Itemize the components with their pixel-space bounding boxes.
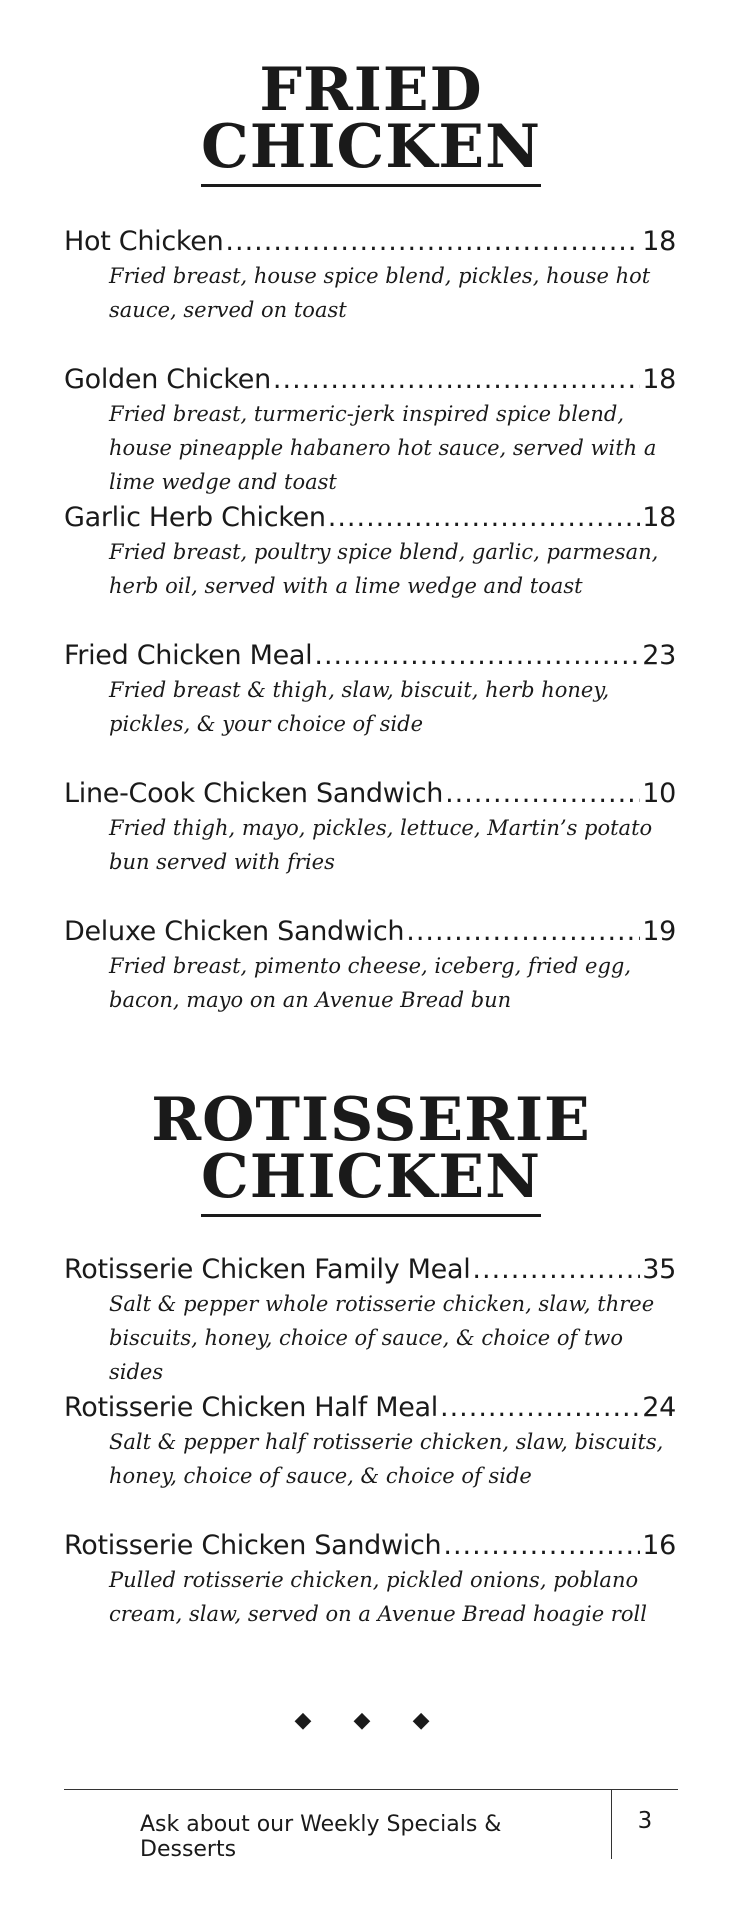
menu-item — [64, 226, 676, 327]
heading-line-underlined: CHICKEN — [201, 112, 541, 187]
item-price: 35 — [642, 1254, 676, 1285]
item-description: Pulled rotisserie chicken, pickled onions, poblano cream, slaw, served on a Avenue Bread hoagie roll — [109, 1568, 647, 1626]
item-name: Rotisserie Chicken Family Meal — [64, 1254, 471, 1285]
item-price: 18 — [642, 502, 676, 533]
item-description: Fried breast & thigh, slaw, biscuit, herb honey, pickles, & your choice of side — [109, 678, 610, 736]
item-name: Garlic Herb Chicken — [64, 502, 326, 533]
item-description: Fried breast, poultry spice blend, garlic, parmesan, herb oil, served with a lime wedge and toast — [109, 540, 659, 598]
dot-leader — [445, 778, 640, 809]
menu-item — [64, 916, 676, 1017]
item-name: Golden Chicken — [64, 364, 271, 395]
menu-item — [64, 502, 676, 603]
menu-item — [64, 1254, 676, 1389]
item-description: Fried breast, pimento cheese, iceberg, fried egg, bacon, mayo on an Avenue Bread bun — [109, 954, 632, 1012]
footer-divider — [64, 1789, 678, 1790]
item-description: Salt & pepper whole rotisserie chicken, slaw, three biscuits, honey, choice of sauce, & choice of two sides — [109, 1292, 655, 1384]
item-description: Fried breast, turmeric-jerk inspired spice blend, house pineapple habanero hot sauce, served with a lime wedge and toast — [109, 402, 657, 494]
dot-leader — [314, 640, 640, 671]
heading-line: FRIED — [259, 55, 483, 125]
item-description: Fried thigh, mayo, pickles, lettuce, Martin’s potato bun served with fries — [109, 816, 653, 874]
item-price: 18 — [642, 364, 676, 395]
rotisserie-chicken-heading — [0, 1085, 742, 1212]
item-name: Hot Chicken — [64, 226, 224, 257]
fried-chicken-heading — [0, 55, 742, 182]
item-description: Salt & pepper half rotisserie chicken, slaw, biscuits, honey, choice of sauce, & choice of side — [109, 1430, 664, 1488]
item-description: Fried breast, house spice blend, pickles, house hot sauce, served on toast — [109, 264, 651, 322]
dot-leader — [443, 1530, 640, 1561]
menu-item — [64, 778, 676, 879]
diamond-ornament-icon: ◆ ◆ ◆ — [294, 1707, 448, 1732]
item-price: 18 — [642, 226, 676, 257]
item-name: Deluxe Chicken Sandwich — [64, 916, 405, 947]
item-name: Line-Cook Chicken Sandwich — [64, 778, 444, 809]
dot-leader — [406, 916, 640, 947]
item-price: 23 — [642, 640, 676, 671]
item-name: Fried Chicken Meal — [64, 640, 313, 671]
footer-note: Ask about our Weekly Specials & Desserts — [140, 1812, 502, 1862]
menu-item — [64, 1392, 676, 1493]
menu-item — [64, 1530, 676, 1631]
item-price: 10 — [642, 778, 676, 809]
dot-leader — [273, 364, 640, 395]
heading-line: ROTISSERIE — [151, 1085, 591, 1155]
dot-leader — [225, 226, 640, 257]
dot-leader — [472, 1254, 640, 1285]
item-name: Rotisserie Chicken Half Meal — [64, 1392, 438, 1423]
dot-leader — [328, 502, 640, 533]
page-number: 3 — [637, 1808, 653, 1834]
item-price: 24 — [642, 1392, 676, 1423]
menu-item — [64, 640, 676, 741]
item-name: Rotisserie Chicken Sandwich — [64, 1530, 442, 1561]
item-price: 16 — [642, 1530, 676, 1561]
menu-item — [64, 364, 676, 499]
item-price: 19 — [642, 916, 676, 947]
heading-line-underlined: CHICKEN — [201, 1142, 541, 1217]
dot-leader — [440, 1392, 640, 1423]
